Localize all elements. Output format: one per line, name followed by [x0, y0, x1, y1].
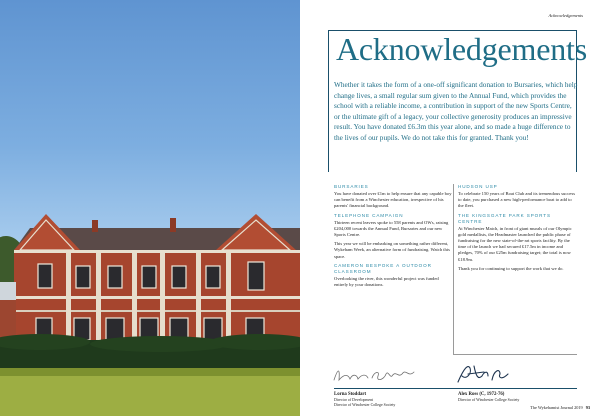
signatory-role: Director of Winchester College Society — [458, 398, 520, 402]
section-tag: Acknowledgements — [548, 13, 583, 18]
signatory-role: Director of Winchester College Society — [334, 403, 396, 407]
section-thank-you — [458, 266, 576, 272]
column-end-rule — [453, 354, 577, 355]
section-telephone-campaign — [334, 213, 452, 239]
left-column — [334, 184, 452, 291]
intro-paragraph: Whether it takes the form of a one-off significant donation to Bursaries, which help change lives, a small regular sum given to the Annual Fund, which provides the school with a reliable income, a contribution in support of the new Sports Centre, or the ultimate gift of a legacy, your collective generosity produces an impressive result. You have donated £6.3m this year alone, and so made a huge difference to the lives of our pupils. We do not take this for granted. Thank you! — [334, 80, 578, 142]
signatory-role: Director of Development — [334, 398, 374, 402]
section-heading: BURSARIES — [334, 184, 369, 189]
signatory-name: Lorna Stoddart — [334, 392, 367, 397]
section-body: Overlooking the river, this wonderful project was funded entirely by your donations. — [334, 275, 439, 288]
section-body: Thirteen recent leavers spoke to 558 parents and OWs, raising £204,000 towards the Annual Fund, Bursaries and our new Sports Centre. — [334, 219, 449, 238]
section-hudson-usp — [458, 184, 576, 210]
section-body: At Winchester Match, in front of giant murals of our Olympic gold medallists, the Headmaster launched the public phase of fundraising for the new state-of-the-art sports facility. By the time of the launch we had secured £17.5m in income and pledges, 70% of our £25m fundraising target; the total is now £18.9m. — [458, 225, 572, 262]
signatory-name: Alex Ross (C, 1972-76) — [458, 392, 505, 397]
page-number: 93 — [585, 405, 590, 410]
section-outdoor-classroom — [334, 263, 452, 288]
section-wykeham-week — [334, 241, 452, 260]
page-title: Acknowledgements — [336, 31, 587, 67]
signature-rule — [334, 388, 577, 389]
column-divider — [453, 184, 454, 354]
page-footer — [530, 405, 590, 410]
section-body: Thank you for continuing to support the work that we do. — [458, 265, 564, 271]
section-heading: CAMERON BESPOKE A OUTDOOR CLASSROOM — [334, 262, 432, 274]
signature-alex-ross — [454, 362, 514, 386]
signature-lorna-stoddart — [330, 364, 420, 386]
section-body: This year we will be embarking on something rather different, Wykeham Week, an alternative form of fundraising. Watch this space. — [334, 241, 450, 259]
section-bursaries — [334, 184, 452, 210]
section-body: You have donated over £1m to help ensure that any capable boy can benefit from a Winchester education, irrespective of his parents' financial background. — [334, 191, 452, 209]
section-heading: TELEPHONE CAMPAIGN — [334, 212, 404, 218]
section-body: To celebrate 150 years of Boat Club and its tremendous success to date, you purchased a new high-performance boat to add to the fleet. — [458, 191, 576, 209]
section-heading: THE KINGSGATE PARK SPORTS CENTRE — [458, 212, 551, 224]
right-column — [458, 184, 576, 275]
acknowledgements-page — [300, 0, 600, 416]
journal-name: The Wykehamist Journal 2019 — [530, 405, 583, 410]
section-sports-centre — [458, 213, 576, 263]
frame-rule-left — [328, 30, 329, 172]
section-heading: HUDSON USP — [458, 184, 498, 189]
